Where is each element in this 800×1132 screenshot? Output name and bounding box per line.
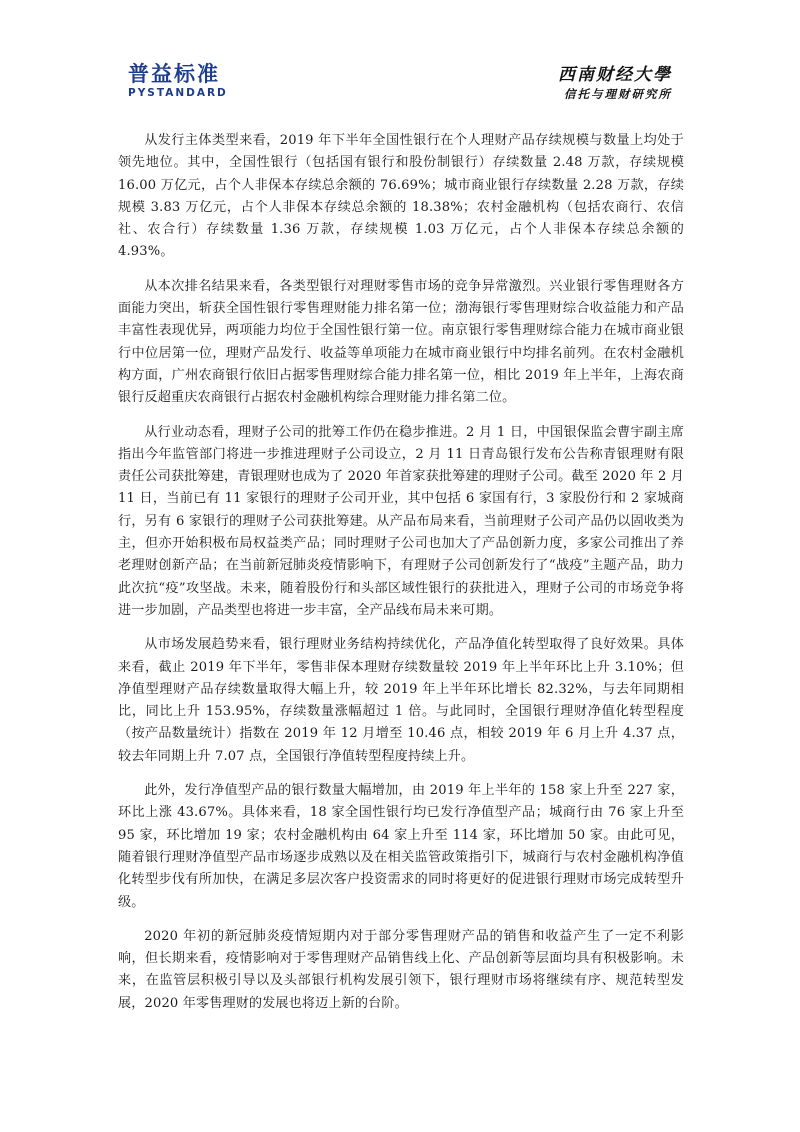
paragraph-issuer-type: 从发行主体类型来看，2019 年下半年全国性银行在个人理财产品存续规模与数量上均处于领先地位。其中，全国性银行（包括国有银行和股份制银行）存续数量 2.48 万款，存续规模 16.00 万亿元，占个人非保本存续总余额的 76.69%；城市商业银行存续数量 2.28 万款，存续规模 3.83 万亿元，占个人非保本存续总余额的 18.38%；农村金融机构（包括农商行、农信社、农合行）存续数量 1.36 万款，存续规模 1.03 万亿元，占个人非保本存续总余额的 4.93%。: [118, 133, 684, 260]
paragraph-market-trend: 从市场发展趋势来看，银行理财业务结构持续优化，产品净值化转型取得了良好效果。具体来看，截止 2019 年下半年，零售非保本理财存续数量较 2019 年上半年环比上升 3.10%；但净值型理财产品存续数量取得大幅上升，较 2019 年上半年环比增长 82.32%，与去年同期相比，同比上升 153.95%，存续数量涨幅超过 1 倍。与此同时，全国银行理财净值化转型程度（按产品数量统计）指数在 2019 年 12 月增至 10.46 点，相较 2019 年 6 月上升 4.37 点，较去年同期上升 7.07 点，全国银行净值转型程度持续上升。: [118, 637, 684, 764]
paragraph-ranking-results: 从本次排名结果来看，各类型银行对理财零售市场的竞争异常激烈。兴业银行零售理财各方面能力突出，斩获全国性银行零售理财能力排名第一位；渤海银行零售理财综合收益能力和产品丰富性表现优异，两项能力均位于全国性银行第一位。南京银行零售理财综合能力在城市商业银行中位居第一位，理财产品发行、收益等单项能力在城市商业银行中均排名前列。在农村金融机构方面，广州农商银行依旧占据零售理财综合能力排名第一位，相比 2019 年上半年，上海农商银行反超重庆农商银行占据农村金融机构综合理财能力排名第二位。: [118, 278, 684, 406]
university-logo: [558, 64, 672, 102]
paragraph-industry-dynamics: 从行业动态看，理财子公司的批筹工作仍在稳步推进。2 月 1 日，中国银保监会曹宇副主席指出今年监管部门将进一步推进理财子公司设立，2 月 11 日青岛银行发布公告称青银理财有限责任公司获批筹建，青银理财也成为了 2020 年首家获批筹建的理财子公司。截至 2020 年 2 月 11 日，当前已有 11 家银行的理财子公司开业，其中包括 6 家国有行，3 家股份行和 2 家城商行，另有 6 家银行的理财子公司获批筹建。从产品布局来看，当前理财子公司产品仍以固收类为主，但亦开始积极布局权益类产品；同时理财子公司也加大了产品创新力度，多家公司推出了养老理财创新产品；在当前新冠肺炎疫情影响下，有理财子公司创新发行了“战疫”主题产品，助力此次抗“疫”攻坚战。未来，随着股份行和头部区域性银行的获批进入，理财子公司的市场竞争将进一步加剧，产品类型也将进一步丰富，全产品线布局未来可期。: [118, 424, 684, 618]
page-header: [0, 62, 800, 110]
document-body: [118, 130, 684, 1027]
pystandard-logo: [128, 62, 228, 100]
logo-english-name: PYSTANDARD: [128, 87, 228, 99]
university-name: 西南财经大學: [558, 65, 672, 85]
paragraph-outlook: 2020 年初的新冠肺炎疫情短期内对于部分零售理财产品的销售和收益产生了一定不利影响，但长期来看，疫情影响对于零售理财产品销售线上化、产品创新等层面均具有积极影响。未来，在监管层积极引导以及头部银行机构发展引领下，银行理财市场将继续有序、规范转型发展，2020 年零售理财的发展也将迈上新的台阶。: [118, 928, 684, 1011]
department-name: 信托与理财研究所: [564, 87, 672, 101]
paragraph-net-value-banks: 此外，发行净值型产品的银行数量大幅增加，由 2019 年上半年的 158 家上升至 227 家，环比上涨 43.67%。具体来看，18 家全国性银行均已发行净值型产品；城商行由 76 家上升至 95 家，环比增加 19 家；农村金融机构由 64 家上升至 114 家，环比增加 50 家。由此可见，随着银行理财净值型产品市场逐步成熟以及在相关监管政策指引下，城商行与农村金融机构净值化转型步伐有所加快，在满足多层次客户投资需求的同时将更好的促进银行理财市场完成转型升级。: [118, 783, 684, 910]
logo-chinese-name: 普益标准: [128, 62, 220, 86]
